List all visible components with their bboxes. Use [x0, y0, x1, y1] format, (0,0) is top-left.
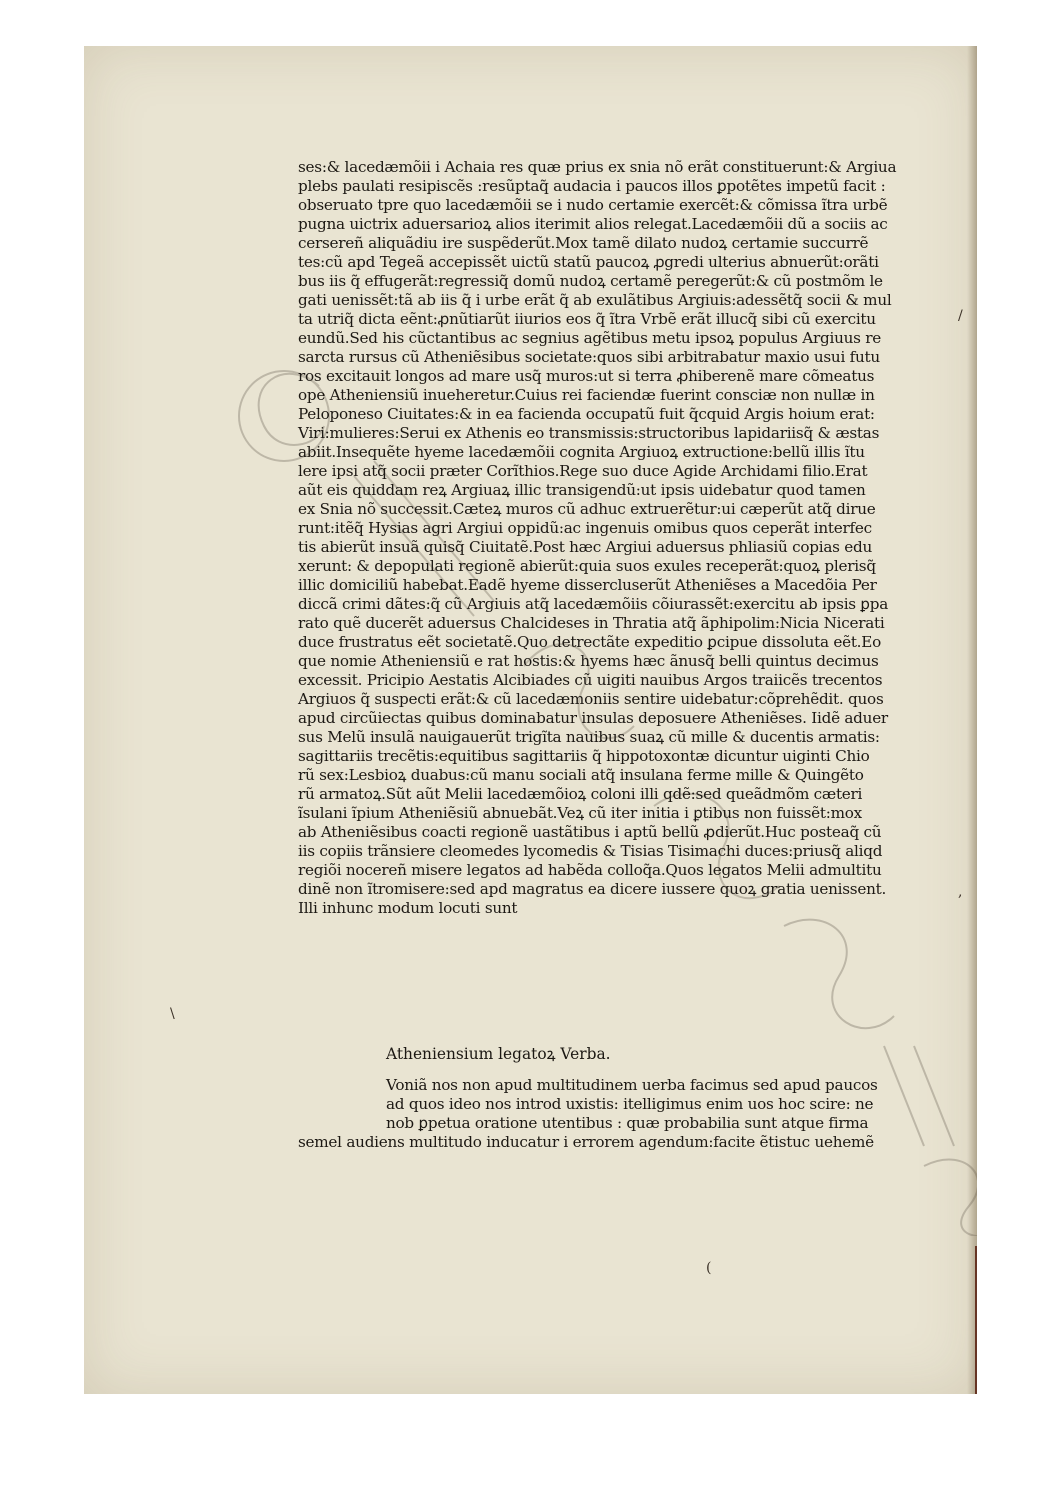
text-line: Peloponeso Ciuitates:& in ea facienda occupatũ fuit q̃cquid Argis hoium erat:: [298, 405, 875, 423]
text-line: pugna uictrix aduersarioꝝ alios iterimit alios relegat.Lacedæmõii dũ a sociis ac: [298, 215, 888, 233]
text-line: rũ sex:Lesbioꝝ duabus:cũ manu sociali atq̃ insulana ferme mille & Quingẽto: [298, 766, 864, 784]
text-line: ĩsulani ĩpium Atheniẽsiũ abnuebãt.Veꝝ cũ iter initia i ꝑtibus non fuissẽt:mox: [298, 804, 862, 822]
text-line: dinẽ non ĩtromisere:sed apd magratus ea dicere iussere quoꝝ gratia uenissent.: [298, 880, 887, 898]
text-line: excessit. Pricipio Aestatis Alcibiades cũ uigiti nauibus Argos traiicẽs trecentos: [298, 671, 883, 689]
margin-mark: (: [706, 1260, 712, 1276]
text-line: tis abierũt insuã quisq̃ Ciuitatẽ.Post hæc Argiui aduersus phliasiũ copias edu: [298, 538, 872, 556]
text-line: bus iis q̃ effugerãt:regressiq̃ domũ nudoꝝ certamẽ peregerũt:& cũ postmõm le: [298, 272, 883, 290]
main-text: [298, 158, 958, 918]
text-line: diccã crimi dãtes:q̃ cũ Argiuis atq̃ lacedæmõiis cõiurassẽt:exercitu ab ipsis ꝑpa: [298, 595, 889, 613]
section-heading: Atheniensium legatoꝝ Verba.: [386, 1045, 611, 1063]
margin-mark: \: [170, 1006, 175, 1022]
margin-mark: /: [958, 308, 963, 324]
text-line: ta utriq̃ dicta eẽnt:ꝓnũtiarũt iiurios eos q̃ ĩtra Vrbẽ erãt illucq̃ sibi cũ exercitu: [298, 310, 876, 328]
speech-text: [298, 1076, 977, 1152]
text-line: gati uenissẽt:tã ab iis q̃ i urbe erãt q̃ ab exulãtibus Argiuis:adessẽtq̃ socii & mul: [298, 291, 892, 309]
text-line: cersereñ aliquãdiu ire suspẽderũt.Mox tamẽ dilato nudoꝝ certamie succurrẽ: [298, 234, 869, 252]
text-line: ses:& lacedæmõii i Achaia res quæ prius ex snia nõ erãt constituerunt:& Argiua: [298, 158, 897, 176]
text-line: abiit.Insequẽte hyeme lacedæmõii cognita Argiuoꝝ extructione:bellũ illis ĩtu: [298, 443, 865, 461]
text-line: obseruato tpre quo lacedæmõii se i nudo certamie exercẽt:& cõmissa ĩtra urbẽ: [298, 196, 888, 214]
speech-line: ad quos ideo nos introd uxistis: itelligimus enim uos hoc scire: ne: [386, 1095, 874, 1113]
text-line: sagittariis trecẽtis:equitibus sagittariis q̃ hippotoxontæ dicuntur uiginti Chio: [298, 747, 870, 765]
text-line: que nomie Atheniensiũ e rat hostis:& hyems hæc ãnusq̃ belli quintus decimus: [298, 652, 879, 670]
speech-line: nob ꝑpetua oratione utentibus : quæ probabilia sunt atque firma: [386, 1114, 869, 1132]
text-line: aũt eis quiddam reꝝ Argiuaꝝ illic transigendũ:ut ipsis uidebatur quod tamen: [298, 481, 866, 499]
text-line: ros excitauit longos ad mare usq̃ muros:ut si terra ꝓhiberenẽ mare cõmeatus: [298, 367, 875, 385]
text-line: ex Snia nõ successit.Cæteꝝ muros cũ adhuc extruerẽtur:ui cæperũt atq̃ dirue: [298, 500, 876, 518]
text-line: runt:itẽq̃ Hysias agri Argiui oppidũ:ac ingenuis omibus quos ceperãt interfec: [298, 519, 872, 537]
text-line: Illi inhunc modum locuti sunt: [298, 899, 518, 917]
book-page: [84, 46, 977, 1394]
text-line: sus Melũ insulã nauigauerũt trigĩta nauibus suaꝝ cũ mille & ducentis armatis:: [298, 728, 880, 746]
text-line: Viri:mulieres:Serui ex Athenis eo transmissis:structoribus lapidariisq̃ & æstas: [298, 424, 880, 442]
text-line: Argiuos q̃ suspecti erãt:& cũ lacedæmoniis sentire uidebatur:cõprehẽdit. quos: [298, 690, 884, 708]
text-line: lere ipsi atq̃ socii præter Corĩthios.Rege suo duce Agide Archidami filio.Erat: [298, 462, 868, 480]
speech-line: semel audiens multitudo inducatur i errorem agendum:facite ẽtistuc uehemẽ: [298, 1133, 874, 1151]
text-line: tes:cũ apd Tegeã accepissẽt uictũ statũ paucoꝝ ꝓgredi ulterius abnuerũt:orãti: [298, 253, 879, 271]
text-line: iis copiis trãnsiere cleomedes lycomedis & Tisias Tisimachi duces:priusq̃ aliqd: [298, 842, 883, 860]
text-line: ope Atheniensiũ inueheretur.Cuius rei faciendæ fuerint consciæ non nullæ in: [298, 386, 875, 404]
text-line: xerunt: & depopulati regionẽ abierũt:quia suos exules receperãt:quoꝝ plerisq̃: [298, 557, 876, 575]
text-line: sarcta rursus cũ Atheniẽsibus societate:quos sibi arbitrabatur maxio usui futu: [298, 348, 880, 366]
text-line: regiõi nocereñ misere legatos ad habẽda colloq̃a.Quos legatos Melii admultitu: [298, 861, 882, 879]
text-line: rato quẽ ducerẽt aduersus Chalcideses in Thratia atq̃ ãphipolim:Nicia Nicerati: [298, 614, 885, 632]
text-line: ab Atheniẽsibus coacti regionẽ uastãtibus i aptũ bellũ ꝓdierũt.Huc posteaq̃ cũ: [298, 823, 882, 841]
speech-line: Voniã nos non apud multitudinem uerba facimus sed apud paucos: [386, 1076, 878, 1094]
text-line: duce frustratus eẽt societatẽ.Quo detrectãte expeditio ꝑcipue dissoluta eẽt.Eo: [298, 633, 881, 651]
text-line: illic domiciliũ habebat.Eadẽ hyeme dissercluserũt Atheniẽses a Macedõia Per: [298, 576, 877, 594]
text-line: rũ armatoꝝ.Sũt aũt Melii lacedæmõioꝝ coloni illi qdẽ:sed queãdmõm cæteri: [298, 785, 863, 803]
text-line: apud circũiectas quibus dominabatur insulas deposuere Atheniẽses. Iidẽ aduer: [298, 709, 888, 727]
text-line: plebs paulati resipiscẽs :resũptaq̃ audacia i paucos illos ꝑpotẽtes impetũ facit :: [298, 177, 886, 195]
page-edge: [975, 1246, 977, 1394]
margin-mark: ,: [958, 884, 963, 900]
text-line: eundũ.Sed his cũctantibus ac segnius agẽtibus metu ipsoꝝ populus Argiuus re: [298, 329, 882, 347]
